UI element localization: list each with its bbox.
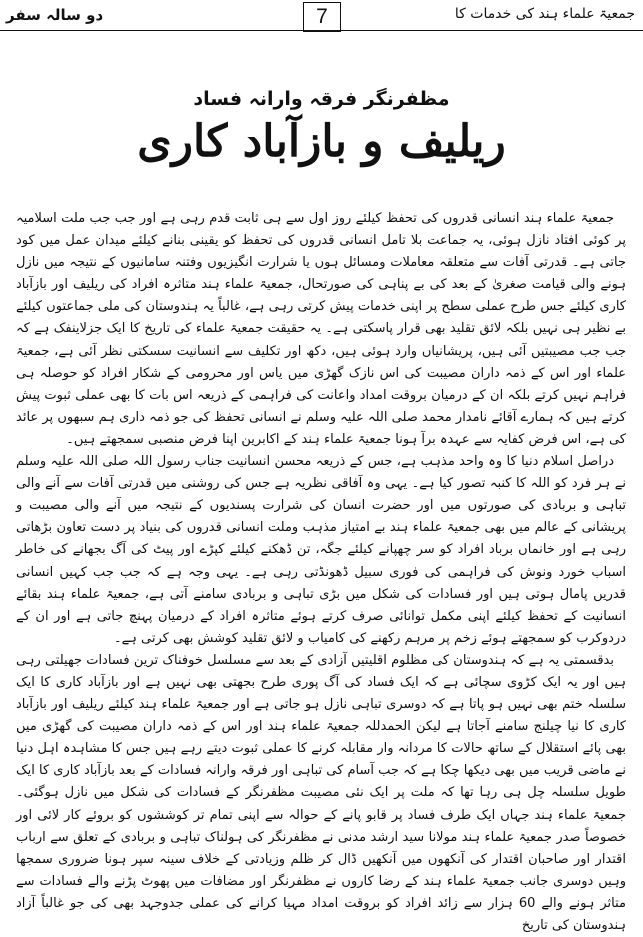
paragraph: بدقسمتی یہ ہے کہ ہندوستان کی مظلوم اقلیتیں آزادی کے بعد سے مسلسل خوفناک ترین فسادات جھیلتی رہی ہیں اور یہ ایک کڑوی سچائی ہے کہ ایک فساد کی آگ پوری طرح بجھتی بھی نہیں ہے اور بازآباد کاری کا ایک سلسلہ ختم بھی نہیں ہو پاتا ہے کہ دوسری تباہی نازل ہو جاتی ہے اور جمعیۃ علماء ہند کیلئے ریلیف اور بازآباد کاری کا نیا چیلنج سامنے آجاتا ہے لیکن الحمدللہ جمعیۃ علماء ہند اور اس کے ذمہ داران مصیبت کی گھڑی میں بھی پائے استقلال کے ساتھ حالات کا مردانہ وار مقابلہ کرنے کا عملی ثبوت دیتے رہے ہیں جس کا مشاہدہ اہل دنیا نے ماضی قریب میں بھی دیکھا چکا ہے کہ جب آسام کی تباہی اور فرقہ وارانہ فسادات کے بعد بازآباد کاری کا ایک طویل سلسلہ چل ہی رہا تھا کہ ملت پر ایک نئی مصیبت مظفرنگر کے فسادات کی شکل میں نازل ہوگئی۔ جمعیۃ علماء ہند جہاں ایک طرف فساد پر قابو پانے کے حوالہ سے اپنی تمام تر کوششوں کو بروئے کار لائی اور خصوصاً صدر جمعیۃ علماء ہند مولانا سید ارشد مدنی نے مظفرنگر کی ہولناک تباہی و بربادی کے تعلق سے ارباب اقتدار اور صاحبان اقتدار کی آنکھوں میں آنکھیں ڈال کر ظلم وزیادتی کے خلاف سینہ سپر ہونا ضروری سمجھا وہیں دوسری جانب جمعیۃ علماء ہند کے رضا کاروں نے مظفرنگر اور مضافات میں پھوٹ پڑنے والے فسادات سے متاثر ہونے والے 60 ہزار سے زائد افراد کو بروقت امداد مہیا کرانے کی عملی جدوجہد بھی کی جو غالباً آزاد ہندوستان کی تاریخ: [16, 652, 627, 933]
article-subtitle: مظفرنگر فرقہ وارانہ فساد: [193, 88, 450, 110]
page-number: 7: [303, 2, 341, 32]
article-body: [16, 208, 626, 937]
header-divider: [0, 30, 643, 31]
paragraph: جمعیۃ علماء ہند انسانی قدروں کی تحفظ کیلئے روز اول سے ہی ثابت قدم رہی ہے اور جب جب ملت اسلامیہ پر کوئی افتاد نازل ہوئی، یہ جماعت بلا تامل انسانی قدروں کی تحفظ کو یقینی بنانے کیلئے میدان عمل میں کود جاتی ہے۔ قدرتی آفات سے متعلقہ معاملات ومسائل ہوں یا شرارت انگیزیوں وفتنہ سامانیوں کے نتیجہ میں نازل ہونے والی قیامت صغریٰ کے بعد کی بے پناہی کی صورتحال، جمعیۃ علماء ہند متاثرہ افراد کی ریلیف اور بازآباد کاری کیلئے جس طرح عملی سطح پر اپنی خدمات پیش کرتی رہی ہے، غالباً یہ ہندوستان کی ملی جماعتوں کیلئے بے نظیر ہی نہیں بلکہ لائق تقلید بھی قرار پاسکتی ہے۔ یہ حقیقت جمعیۃ علماء کی تاریخ کا ایک جزلاینفک ہے کہ جب جب مصیبتیں آئی ہیں، پریشانیاں وارد ہوئی ہیں، دکھ اور تکلیف سے انسانیت سسکتی نظر آئی ہے، جمعیۃ علماء اور اس کے ذمہ داران مصیبت کی اس نازک گھڑی میں یاس اور محرومی کے شکار افراد کو حوصلہ ہی فراہم نہیں کرتے بلکہ ان کے درمیان بروقت امداد واعانت کی فراہمی کے ذریعہ اس بات کا بھی عملی ثبوت پیش کرتے ہیں کہ ہمارے آقائے نامدار محمد صلی اللہ علیہ وسلم نے انسانی تحفظ کی جو ذمہ داری ہم سبھوں پر عائد کی ہے، اس فرض کفایہ سے عہدہ برآ ہونا جمعیۃ علماء ہند کے اکابرین اپنا فرض منصبی سمجھتے ہیں۔: [16, 211, 626, 447]
paragraph: دراصل اسلام دنیا کا وہ واحد مذہب ہے، جس کے ذریعہ محسن انسانیت جناب رسول اللہ صلی اللہ علیہ وسلم نے ہر فرد کو اللہ کا کنبہ تصور کیا ہے۔ یہی وہ آفاقی نظریہ ہے جس کی روشنی میں قدرتی آفات سے آنے والی تباہی و بربادی کی صورتوں میں اور حضرت انسان کی شرارت پسندیوں کے نتیجہ میں آنے والی مصیبت و پریشانی کے عالم میں بھی جمعیۃ علماء ہند بے امتیاز مذہب وملت انسانی قدروں کی بنیاد پر دست تعاون بڑھاتی رہی ہے اور خانماں برباد افراد کو سر چھپانے کیلئے جگہ، تن ڈھکنے کیلئے کپڑے اور پیٹ کی آگ بجھانے کی خاطر اسباب خورد ونوش کی فراہمی کی فوری سبیل ڈھونڈتی رہی ہے۔ یہی وجہ ہے کہ جب جب کہیں انسانی قدریں پامال ہوتی ہیں اور فسادات کی شکل میں بڑی تباہی و بربادی سامنے آتی ہے، جمعیۃ علماء ہند بقائے انسانیت کے تحفظ کیلئے اپنی مکمل توانائی صرف کرتے ہوئے متاثرہ افراد کے درمیان پہنچ جاتی ہے اور ان کے دردوکرب کو سمجھتے ہوئے زخم پر مرہم رکھنے کی کامیاب و لائق تقلید کوشش بھی کرتی ہے۔: [16, 454, 626, 646]
header-right-title: جمعیۃ علماء ہند کی خدمات کا: [454, 6, 635, 22]
page-header: [0, 0, 643, 34]
article-title: ریلیف و بازآباد کاری: [137, 116, 506, 167]
header-left-title: دو سالہ سفر: [6, 6, 104, 24]
